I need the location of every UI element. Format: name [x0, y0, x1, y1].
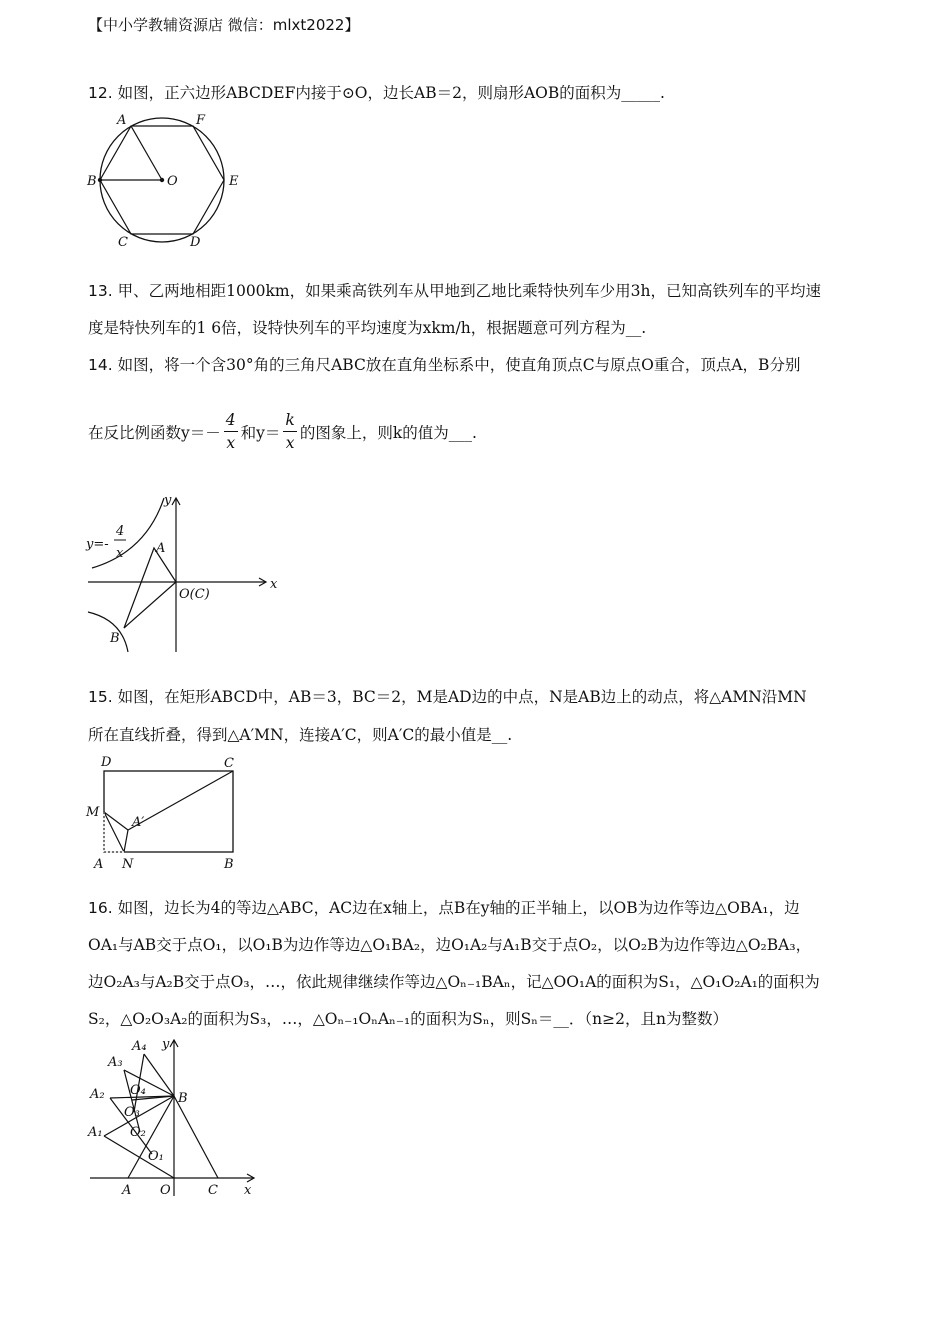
q12-label-O: O [167, 174, 178, 189]
q15-line1 [88, 685, 807, 707]
q15-seg-MN [104, 812, 124, 852]
q16-label-O3: O₃ [124, 1105, 140, 1120]
q14-label-y: y [164, 493, 172, 508]
q14-line1 [88, 353, 800, 375]
q14-label-x: x [270, 577, 278, 592]
q15-seg-NAprime [124, 830, 128, 852]
q16-label-O4: O₄ [130, 1083, 146, 1098]
q16-label-B: B [178, 1091, 188, 1106]
q13-line2: 度是特快列车的1 6倍，设特快列车的平均速度为xkm/h，根据题意可列方程为__. [88, 319, 647, 337]
q14-frac2-num: k [283, 412, 296, 432]
q14-label-B: B [110, 631, 120, 646]
q14-fn-num: 4 [116, 524, 125, 539]
q14-body-1: 如图，将一个含30°角的三角尺ABC放在直角坐标系中，使直角顶点C与原点O重合，顶点A，B分别 [117, 356, 801, 374]
q14-frac1-num: 4 [224, 412, 238, 432]
q15-seg-MAprime [104, 812, 128, 830]
q16-label-O: O [160, 1183, 171, 1198]
q15-label-C: C [224, 756, 234, 771]
q12-label-F: F [196, 113, 206, 128]
q16-label-O2: O₂ [130, 1125, 146, 1140]
q16-line1 [88, 896, 800, 918]
q16-label-A2: A₂ [90, 1087, 105, 1102]
q14-label-A: A [156, 541, 166, 556]
q16-seg-BC [174, 1096, 218, 1178]
q14-frac2-den: x [285, 434, 295, 453]
q16-label-A1: A₁ [88, 1125, 103, 1140]
q16-label-O1: O₁ [148, 1149, 164, 1164]
q16-line2: OA₁与AB交于点O₁，以O₁B为边作等边△O₁BA₂，边O₁A₂与A₁B交于点O₂，以O₂B为边作等边△O₂BA₃， [88, 936, 812, 954]
q15-label-A: A [94, 857, 104, 872]
q16-body-1: 如图，边长为4的等边△ABC，AC边在x轴上，点B在y轴的正半轴上，以OB为边作等边△OBA₁，边 [117, 899, 800, 917]
q12-hexagon-figure [86, 112, 246, 252]
q16-label-x: x [244, 1183, 252, 1198]
q12-label-B: B [87, 174, 97, 189]
q16-label-A: A [122, 1183, 132, 1198]
q16-triangles-figure [84, 1036, 264, 1204]
q15-label-M: M [86, 805, 100, 820]
q13-body-1: 甲、乙两地相距1000km，如果乘高铁列车从甲地到乙地比乘特快列车少用3h，已知高铁列车的平均速 [117, 282, 821, 300]
q14-triangle [124, 548, 176, 628]
q14-fraction-1 [224, 412, 238, 452]
q16-seg-A4B [144, 1054, 174, 1096]
q14-line2 [88, 412, 477, 452]
q14-line2-pre: 在反比例函数y＝－ [88, 424, 221, 443]
q15-label-B: B [224, 857, 234, 872]
q14-number: 14. [88, 356, 113, 374]
q14-curve-upper [92, 498, 164, 568]
q13-number: 13. [88, 282, 113, 300]
q16-label-y: y [162, 1037, 170, 1052]
q16-label-A3: A₃ [108, 1055, 123, 1070]
q15-body-1: 如图，在矩形ABCD中，AB＝3，BC＝2，M是AD边的中点，N是AB边上的动点，将△AMN沿MN [117, 688, 807, 706]
q14-fn-den: x [116, 546, 124, 561]
q12-point-B [98, 178, 102, 182]
q12-label-A: A [117, 113, 127, 128]
q14-coordinate-figure [84, 490, 284, 660]
q15-label-N: N [122, 857, 134, 872]
q14-label-O: O(C) [179, 587, 210, 602]
q14-line2-post: 的图象上，则k的值为___. [299, 424, 477, 443]
q16-number: 16. [88, 899, 113, 917]
q12-label-C: C [118, 235, 128, 250]
q13-line1 [88, 279, 821, 301]
q16-label-C: C [208, 1183, 218, 1198]
q12-label-E: E [229, 174, 239, 189]
q15-rectangle [104, 771, 233, 852]
q14-fn-label: y=- [86, 537, 109, 552]
q12-text [88, 81, 665, 103]
q12-number: 12. [88, 84, 113, 102]
q16-line4: S₂，△O₂O₃A₂的面积为S₃，…，△Oₙ₋₁OₙAₙ₋₁的面积为Sₙ，则Sₙ＝__．（n≥2，且n为整数） [88, 1010, 728, 1028]
q12-body: 如图，正六边形ABCDEF内接于⊙O，边长AB＝2，则扇形AOB的面积为_____. [117, 84, 665, 102]
q14-curve-lower [88, 612, 128, 652]
q15-label-Aprime: A′ [132, 815, 145, 830]
q14-fraction-2 [283, 412, 296, 452]
q16-line3: 边O₂A₃与A₂B交于点O₃，…，依此规律继续作等边△Oₙ₋₁BAₙ，记△OO₁A的面积为S₁，△O₁O₂A₁的面积为 [88, 973, 820, 991]
q15-label-D: D [101, 755, 112, 770]
page-header: 【中小学教辅资源店 微信：mlxt2022】 [88, 16, 360, 34]
q15-number: 15. [88, 688, 113, 706]
q12-point-O [160, 178, 164, 182]
q14-line2-mid: 和y＝ [240, 424, 281, 443]
q15-line2: 所在直线折叠，得到△A′MN，连接A′C，则A′C的最小值是__. [88, 726, 513, 744]
q14-frac1-den: x [226, 434, 236, 453]
q16-label-A4: A₄ [132, 1039, 147, 1054]
q12-label-D: D [190, 235, 201, 250]
q12-seg-AO [131, 126, 162, 180]
q15-rectangle-figure [84, 752, 249, 872]
